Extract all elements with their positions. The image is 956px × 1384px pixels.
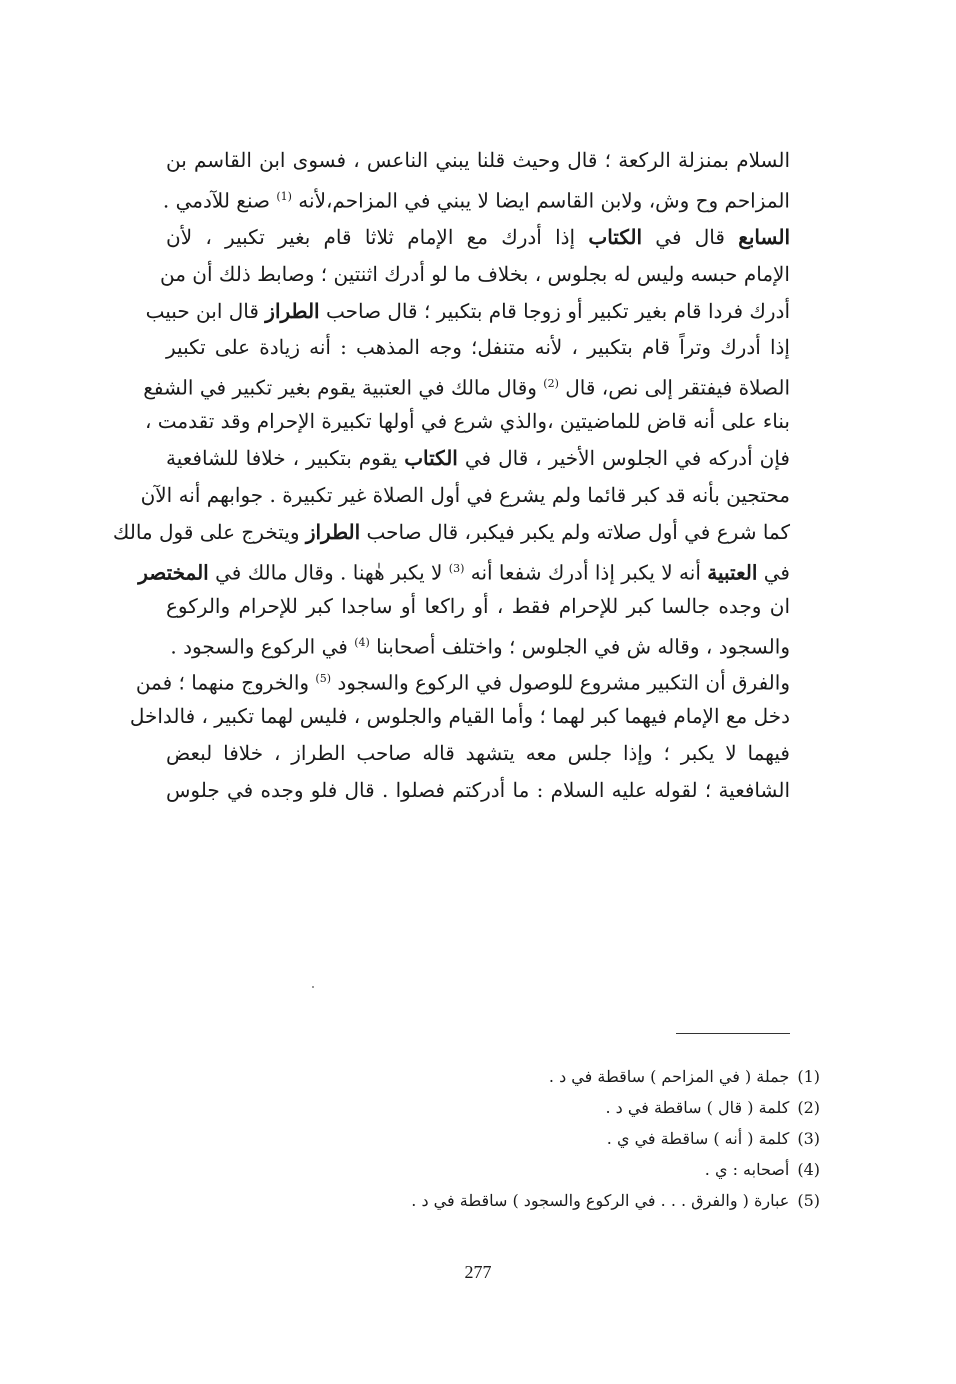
text-line-6: إذا أدرك وتراً قام بتكبير ، لأنه متنفل؛ وجه المذهب : أنه زيادة على تكبير <box>166 335 790 360</box>
footnote-ref-2[interactable]: (2) <box>543 377 559 391</box>
text-line-16: دخل مع الإمام فيهما كبر لهما ؛ وأما القيام والجلوس ، فليس لهما تكبير ، فالداخل <box>129 704 790 729</box>
text-line-3: السابع قال في الكتاب إذا أدرك مع الإمام ثلاثا قام بغير تكبير ، لأن <box>166 224 790 249</box>
text-line-7: الصلاة فيفتقر إلى نص، قال $^{(2)}$ وقال مالك في العتبية يقوم بغير تكبير في الشفع <box>143 376 790 400</box>
text-line-18: الشافعية ؛ لقوله عليه السلام : ما أدركتم فصلوا . قال فلو وجده في جلوس <box>166 778 790 803</box>
footnote-ref-1[interactable]: (1) <box>276 189 292 203</box>
text-line-13: ان وجده جالسا كبر للإحرام فقط ، أو راكعا أو ساجدا كبر للإحرام والركوع <box>166 593 790 618</box>
keyword: الطراز <box>305 519 361 544</box>
text-line-11: كما شرع في أول صلاته ولم يكبر فيكبر، قال صاحب الطراز ويتخرج على قول مالك <box>112 519 790 544</box>
footnote-5: (5)عبارة ( والفرق . . . في الركوع والسجود ) ساقطة في د . <box>411 1191 820 1210</box>
main-text <box>112 142 790 809</box>
keyword: الكتاب <box>404 446 458 471</box>
keyword: المختصر <box>138 560 209 585</box>
text-line-8: بناء على أنه قاض للماضيتين ،والذي شرع في أولها تكبيرة الإحرام وقد تقدمت ، <box>144 409 790 434</box>
keyword: السابع <box>738 224 790 249</box>
footnote-ref-5[interactable]: (5) <box>315 672 331 686</box>
text-line-12: في العتبية أنه لا يكبر إذا أدرك شفعا أنه $^{(3)}$ لا يكبر هٰهنا . وقال مالك في المختصر <box>138 560 790 585</box>
keyword: الكتاب <box>588 224 643 249</box>
footnote-3: (3)كلمة ( أنه ) ساقطة في ي . <box>606 1129 820 1148</box>
text-line-10: محتجين بأنه قد كبر قائما ولم يشرع في أول الصلاة غير تكبيرة . جوابهم أنه الآن <box>140 483 790 508</box>
text-line-9: فإن أدركه في الجلوس الأخير ، قال في الكتاب يقوم بتكبير ، خلافا للشافعية <box>166 446 790 471</box>
text-line-1: السلام بمنزلة الركعة ؛ قال وحيث قلنا يبني الناعس ، فسوى ابن القاسم بن <box>166 148 790 172</box>
text-line-2: المزاحم وح وش، ولابن القاسم ايضا لا يبني في المزاحم،لأنه $^{(1)}$ صنع للآدمي . <box>162 188 790 213</box>
footnote-1: (1)جملة ( في المزاحم ) ساقطة في د . <box>548 1067 820 1086</box>
keyword: العتبية <box>707 560 758 585</box>
footnote-separator <box>676 1033 790 1034</box>
text-line-15: والفرق أن التكبير مشروع للوصول في الركوع والسجود $^{(5)}$ والخروج منهما ؛ فمن <box>135 671 790 696</box>
text-line-5: أدرك فردا قام بغير تكبير أو زوجا قام بتكبير ؛ قال صاحب الطراز قال ابن حبيب <box>145 298 790 323</box>
keyword: الطراز <box>265 298 320 323</box>
text-line-14: والسجود ، وقاله ش في الجلوس ؛ واختلف أصحابنا $^{(4)}$ في الركوع والسجود . <box>170 634 790 659</box>
scan-speck <box>312 986 314 988</box>
footnotes <box>300 1061 820 1216</box>
text-line-17: فيهما لا يكبر ؛ وإذا جلس معه يتشهد قاله صاحب الطراز ، خلافا لبعض <box>166 741 790 766</box>
footnote-ref-4[interactable]: (4) <box>354 635 370 649</box>
footnote-ref-3[interactable]: (3) <box>448 561 465 575</box>
page-number: 277 <box>464 1262 492 1282</box>
footnote-4: (4)أصحابه : ي . <box>704 1160 820 1179</box>
footnote-2: (2)كلمة ( قال ) ساقطة في د . <box>605 1098 820 1117</box>
text-line-4: الإمام حبسه وليس له بجلوس ، بخلاف ما لو أدرك اثنتين ؛ وصابط ذلك أن من <box>160 261 790 286</box>
